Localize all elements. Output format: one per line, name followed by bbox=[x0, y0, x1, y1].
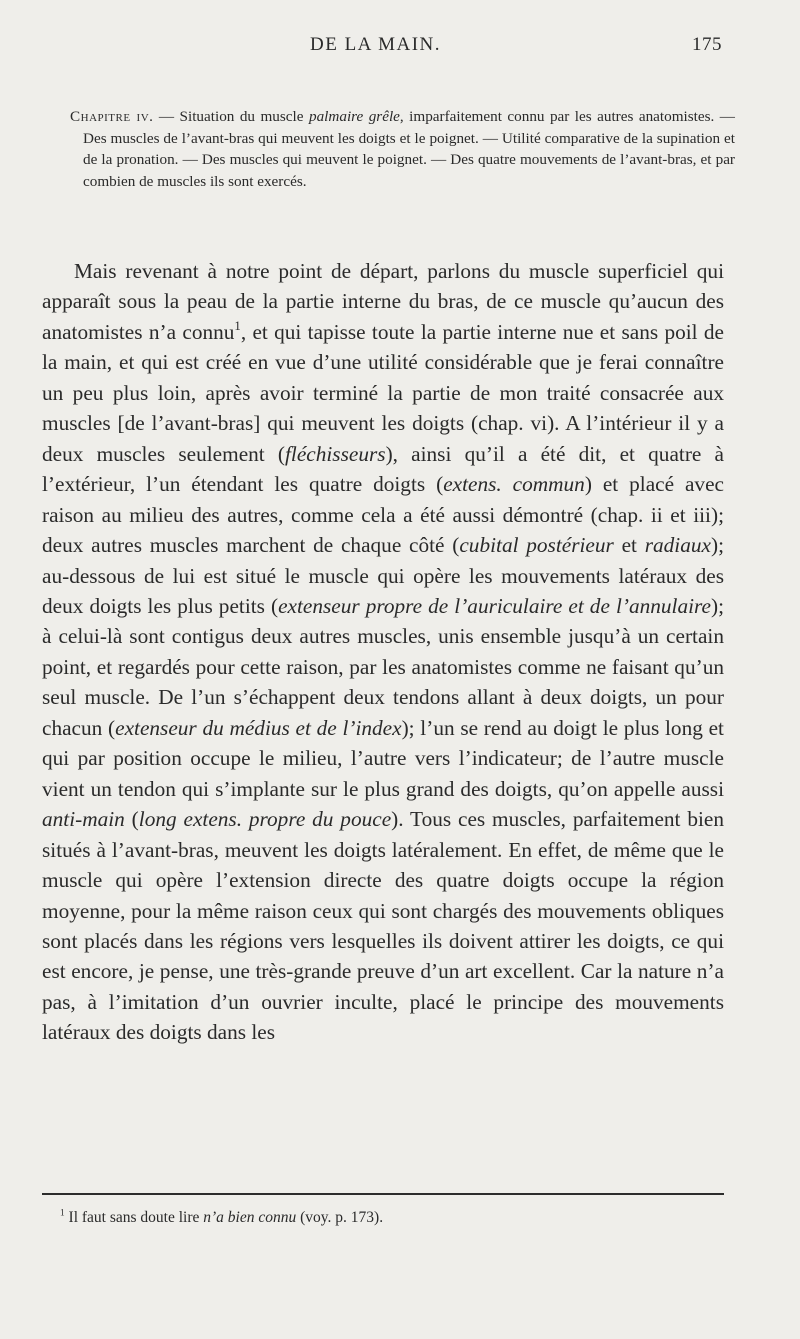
footnote-text: Il faut sans doute lire bbox=[64, 1209, 204, 1226]
body-italic: extenseur du médius et de l’index bbox=[115, 715, 402, 740]
footnote-marker: 1 bbox=[60, 1208, 65, 1219]
chapter-summary bbox=[70, 106, 735, 192]
body-text: ), ainsi qu’il a été dit, et quatre à l’extérieur, l’un étendant les quatre doigts ( bbox=[42, 441, 724, 497]
body-italic: long extens. propre du pouce bbox=[138, 807, 392, 832]
body-text: Mais revenant à notre point de départ, parlons du muscle superficiel qui apparaît sous la peau de la partie interne du bras, de ce muscle qu’aucun des anatomistes n’a connu bbox=[42, 259, 724, 344]
running-head bbox=[0, 34, 800, 58]
body-text: , et qui tapisse toute la partie interne nue et sans poil de la main, et qui est créé en vue d’une utilité considérable que je ferai connaître un peu plus loin, après avoir terminé la partie de mon traité consacrée aux muscles [de l’avant-bras] qui meuvent les doigts (chap. vi). A l’intérieur il y a deux muscles seulement ( bbox=[42, 319, 725, 466]
summary-text: , imparfaitement connu par les autres anatomistes. — Des muscles de l’avant-bras qui meuvent les doigts et le poignet. — Utilité comparative de la supination et de la pronation. — Des muscles qui meuvent le poignet. — Des quatre mouvements de l’avant-bras, et par combien de muscles ils sont exercés. bbox=[83, 108, 735, 190]
body-text: ) et placé avec raison au milieu des autres, comme cela a été aussi démontré (chap. ii et iii); deux autres muscles marchent de chaque côté ( bbox=[42, 472, 724, 558]
body-text: et bbox=[613, 533, 645, 558]
chapter-label: Chapitre iv. bbox=[70, 108, 154, 125]
footnote-text: (voy. p. 173). bbox=[296, 1209, 384, 1226]
summary-text: — Situation du muscle bbox=[153, 108, 309, 125]
body-text: ); à celui-là sont contigus deux autres muscles, unis ensemble jusqu’à un certain point, et regardés pour cette raison, par les anatomistes comme ne faisant qu’un seul muscle. De l’un s’échappent deux tendons allant à deux doigts, un pour chacun ( bbox=[42, 593, 724, 740]
footnote-reference: 1 bbox=[234, 318, 241, 333]
body-italic: extenseur propre de l’auriculaire et de l’annulaire bbox=[278, 593, 711, 618]
body-paragraph bbox=[42, 256, 724, 1048]
footnote-divider bbox=[42, 1193, 724, 1195]
footnote-italic: n’a bien connu bbox=[203, 1209, 297, 1226]
body-text: ). Tous ces muscles, parfaitement bien situés à l’avant-bras, meuvent les doigts latéralement. En effet, de même que le muscle qui opère l’extension directe des quatre doigts occupe la région moyenne, pour la même raison ceux qui sont chargés des mouvements obliques sont placés dans les régions vers lesquelles ils doivent attirer les doigts, ce qui est encore, je pense, une très-grande preuve d’un art excellent. Car la nature n’a pas, à l’imitation d’un ouvrier inculte, placé le principe des mouvements latéraux des doigts dans les bbox=[42, 807, 724, 1045]
footnote bbox=[60, 1208, 720, 1228]
body-italic: extens. commun bbox=[443, 472, 585, 497]
body-text: ( bbox=[124, 807, 139, 832]
body-text: ); au-dessous de lui est situé le muscle qui opère les mouvements latéraux des deux doigts les plus petits ( bbox=[42, 533, 724, 618]
running-title: DE LA MAIN. bbox=[310, 34, 442, 55]
body-italic: cubital postérieur bbox=[459, 533, 614, 558]
page-number: 175 bbox=[692, 34, 722, 55]
summary-italic: palmaire grêle bbox=[308, 108, 400, 125]
body-text: ); l’un se rend au doigt le plus long et qui par position occupe le milieu, l’autre vers l’indicateur; de l’autre muscle vient un tendon qui s’implante sur le plus grand des doigts, qu’on appelle aussi bbox=[42, 715, 724, 801]
body-italic: anti-main bbox=[42, 807, 125, 832]
body-italic: radiaux bbox=[644, 533, 711, 558]
body-italic: fléchisseurs bbox=[285, 441, 386, 466]
